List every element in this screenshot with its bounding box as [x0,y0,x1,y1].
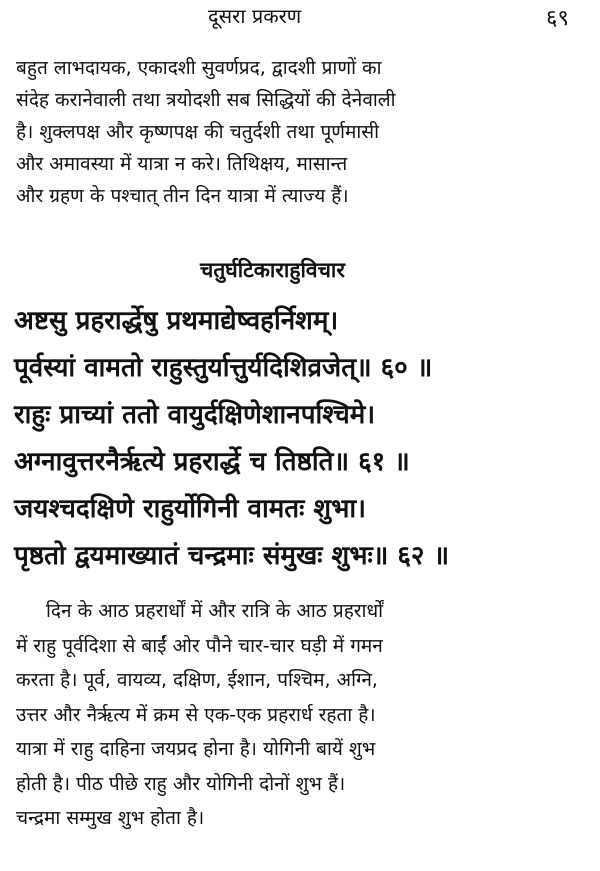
verse-line: पूर्वस्यां वामतो राहुस्तुर्यात्तुर्यदिशिव्रजेत्॥ ६० ॥ [14,353,433,383]
verse-line: राहुः प्राच्यां ततो वायुर्दक्षिणेशानपश्चिमे। [14,400,376,430]
paragraph-line: और ग्रहण के पश्चात् तीन दिन यात्रा में त्याज्य हैं। [16,185,349,207]
paragraph-line: है। शुक्लपक्ष और कृष्णपक्ष की चतुर्दशी तथा पूर्णमासी [16,121,380,143]
paragraph-line: उत्तर और नैर्ऋत्य में क्रम से एक-एक प्रहरार्ध रहता है। [16,703,376,726]
paragraph-line: और अमावस्या में यात्रा न करे। तिथिक्षय, मासान्त [16,153,348,175]
chapter-title: दूसरा प्रकरण [208,4,302,28]
paragraph-line: बहुत लाभदायक, एकादशी सुवर्णप्रद, द्वादशी प्राणों का [16,57,382,79]
verse-line: पृष्ठतो द्वयमाख्यातं चन्द्रमाः संमुखः शुभः॥ ६२ ॥ [14,541,450,571]
paragraph-line: संदेह करानेवाली तथा त्रयोदशी सब सिद्धियों की देनेवाली [16,89,396,111]
sanskrit-verses [14,303,594,585]
paragraph-line: दिन के आठ प्रहरार्धों में और रात्रि के आठ प्रहरार्धों [46,600,384,622]
section-heading: चतुर्घटिकाराहुविचार [200,258,345,282]
paragraph-line: यात्रा में राहु दाहिना जयप्रद होना है। योगिनी बायें शुभ [16,738,376,760]
page-header [0,0,600,40]
verse-line: अष्टसु प्रहरार्द्धेषु प्रथमाद्येष्वहर्निशम्। [14,306,339,336]
verse-line: जयश्चदक्षिणे राहुर्योगिनी वामतः शुभा। [14,494,366,524]
page-number: ६९ [546,6,569,31]
paragraph-line: करता है। पूर्व, वायव्य, दक्षिण, ईशान, पश्चिम, अग्नि, [16,669,378,691]
paragraph-line: चन्द्रमा सम्मुख शुभ होता है। [16,807,205,829]
paragraph-line: में राहु पूर्वदिशा से बाईं ओर पौने चार-चार घड़ी में गमन [16,634,383,657]
paragraph-1 [16,52,588,212]
paragraph-2 [16,594,588,836]
verse-line: अग्नावुत्तरनैर्ऋत्ये प्रहरार्द्धे च तिष्ठति॥ ६१ ॥ [14,447,410,477]
paragraph-line: होती है। पीठ पीछे राहु और योगिनी दोनों शुभ हैं। [16,772,346,795]
